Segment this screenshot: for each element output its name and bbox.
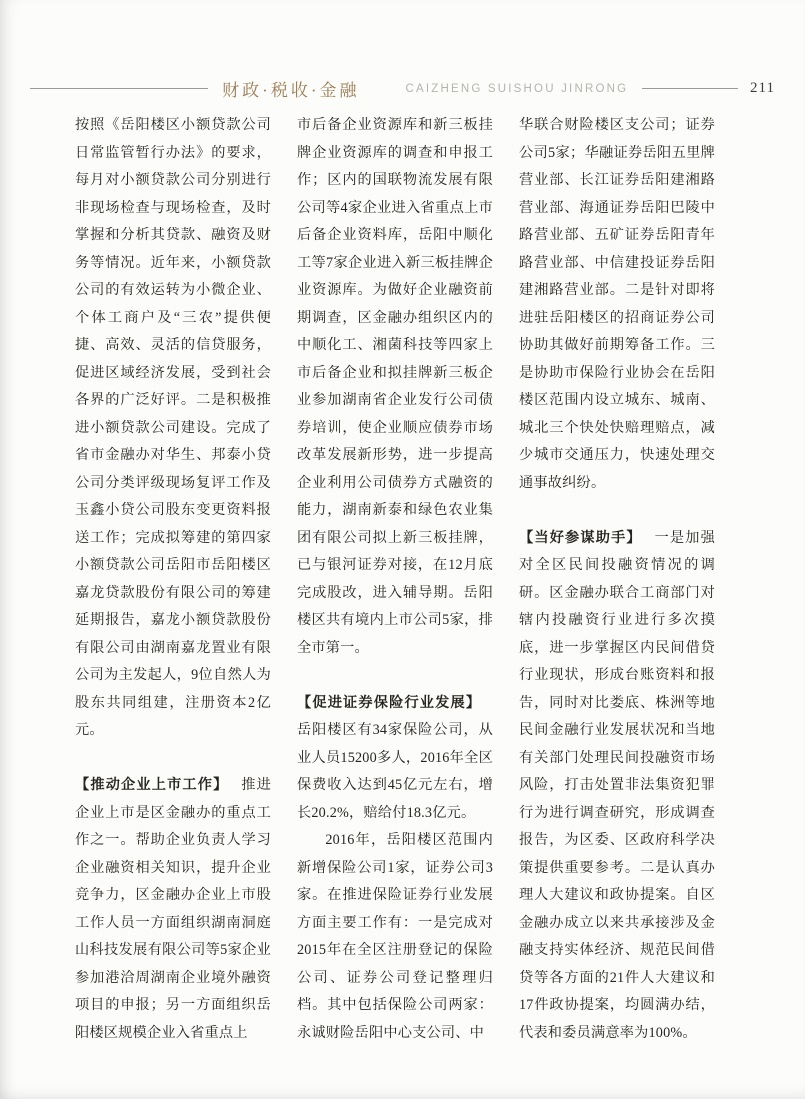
section-heading: 【促进证券保险行业发展】 [297,694,481,711]
header-rule-left [30,88,208,89]
text-column-2 [297,112,493,1047]
paragraph-text: 岳阳楼区有34家保险公司，从业人员15200多人，2016年全区保费收入达到45亿元左右，增长20.2%，赔给付18.3亿元。 [297,722,493,821]
page-number: 211 [750,80,775,96]
paragraph [297,112,493,662]
text-column-3 [519,112,715,1047]
paragraph [75,112,271,745]
section-heading: 【推动企业上市工作】 [75,777,229,793]
paragraph-text: 推进企业上市是区金融办的重点工作之一。帮助企业负责人学习企业融资相关知识，提升企业竞争力，区金融办企业上市股工作人员一方面组织湖南洞庭山科技发展有限公司等5家企业参加港洽周湖南企业境外融资项目的申报；另一方面组织岳阳楼区规模企业入省重点上 [75,777,271,1041]
paragraph-text: 一是加强对全区民间投融资情况的调研。区金融办联合工商部门对辖内投融资行业进行多次摸底，进一步掌握区内民间借贷行业现状，形成台账资料和报告，同时对比娄底、株洲等地民间金融行业发展状况和当地有关部门处理民间投融资市场风险，打击处置非法集资犯罪行为进行调查研究，形成调查报告，为区委、区政府科学决策提供重要参考。二是认真办理人大建议和政协提案。自区金融办成立以来共承接涉及金融支持实体经济、规范民间借贷等各方面的21件人大建议和17件政协提案，均圆满办结，代表和委员满意率为100%。 [519,529,715,1041]
paragraph-text: 华联合财险楼区支公司；证券公司5家；华融证券岳阳五里牌营业部、长江证券岳阳建湘路营业部、海通证券岳阳巴陵中路营业部、五矿证券岳阳青年路营业部、中信建投证券岳阳建湘路营业部。二是针对即将进驻岳阳楼区的招商证券公司协助其做好前期筹备工作。三是协助市保险行业协会在岳阳楼区范围内设立城东、城南、城北三个快处快赔理赔点，减少城市交通压力，快速处理交通事故纠纷。 [519,117,715,491]
page-subtitle-pinyin: CAIZHENG SUISHOU JINRONG [405,82,629,95]
header-rule-right [642,88,738,89]
paragraph-text: 按照《岳阳楼区小额贷款公司日常监管暂行办法》的要求，每月对小额贷款公司分别进行非现场检查与现场检查，及时掌握和分析其贷款、融资及财务等情况。近年来，小额贷款公司的有效运转为小微企业、个体工商户及“三农”提供便捷、高效、灵活的信贷服务，促进区域经济发展，受到社会各界的广泛好评。二是积极推进小额贷款公司建设。完成了省市金融办对华生、邦泰小贷公司分类评级现场复评工作及玉鑫小贷公司股东变更资料报送工作；完成拟筹建的第四家小额贷款公司岳阳市岳阳楼区嘉龙贷款股份有限公司的筹建延期报告，嘉龙小额贷款股份有限公司由湖南嘉龙置业有限公司为主发起人，9位自然人为股东共同组建，注册资本2亿元。 [75,117,271,738]
page-header [30,76,775,101]
article-columns [75,112,715,1047]
section-heading: 【当好参谋助手】 [519,529,642,546]
section-paragraph [297,690,493,828]
paragraph [297,827,493,1047]
text-column-1 [75,112,271,1047]
page-title: 财政·税收·金融 [222,81,360,100]
paragraph-text: 市后备企业资源库和新三板挂牌企业资源库的调查和申报工作；区内的国联物流发展有限公司等4家企业进入省重点上市后备企业资料库，岳阳中顺化工等7家企业进入新三板挂牌企业资源库。为做好企业融资前期调查，区金融办组织区内的中顺化工、湘菌科技等四家上市后备企业和拟挂牌新三板企业参加湖南省企业发行公司债券培训，使企业顺应债券市场改革发展新形势，进一步提高企业利用公司债券方式融资的能力，湖南新泰和绿色农业集团有限公司拟上新三板挂牌，已与银河证券对接，在12月底完成股改，进入辅导期。岳阳楼区共有境内上市公司5家，排全市第一。 [297,117,493,656]
section-paragraph [75,772,271,1047]
section-paragraph [519,525,715,1048]
paragraph-text: 2016年，岳阳楼区范围内新增保险公司1家，证券公司3家。在推进保险证券行业发展方面主要工作有：一是完成对2015年在全区注册登记的保险公司、证券公司登记整理归档。其中包括保险公司两家：永诚财险岳阳中心支公司、中 [297,832,493,1041]
paragraph [519,112,715,497]
